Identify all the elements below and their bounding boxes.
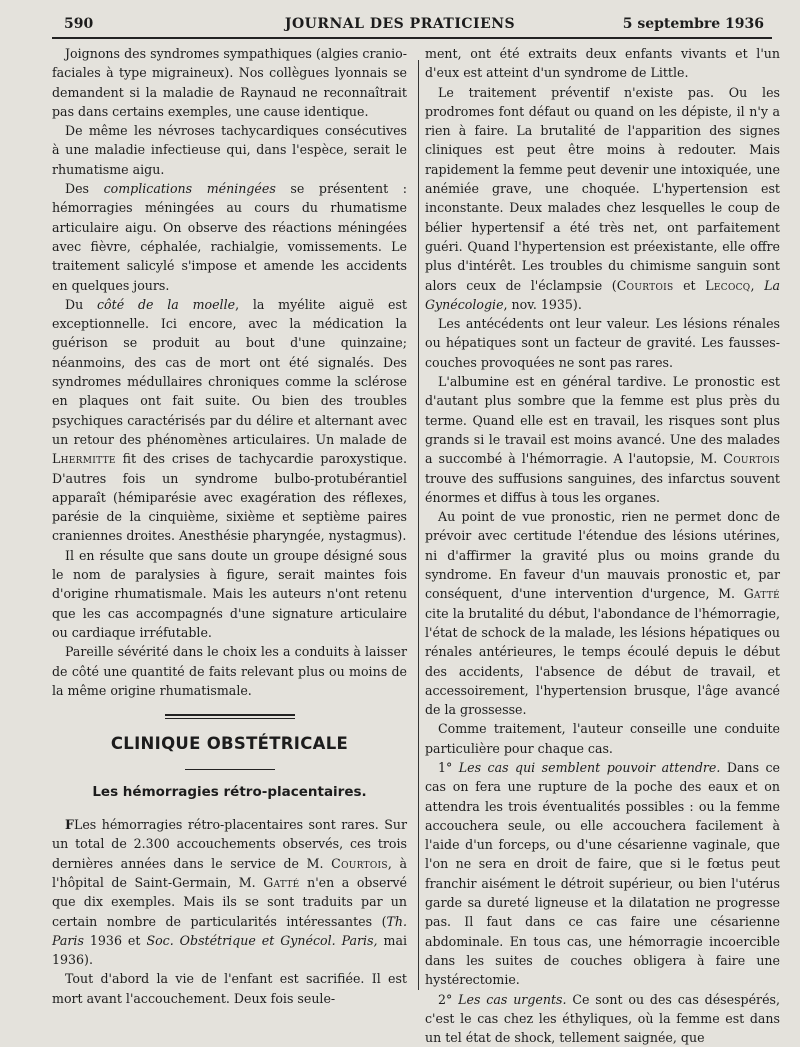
paragraph: FLes hémorragies rétro-placentaires sont rares. Sur un total de 2.300 accouchements observés, ces trois dernières années dans le service de M. Courtois, à l'hôpital de Saint-Germain, M. Gatté n'en a observé que dix exemples. Mais ils se sont traduits par un certain nombre de particularités intéressantes (Th. Paris 1936 et Soc. Obstétrique et Gynécol. Paris, mai 1936). xyxy=(52,817,408,968)
paragraph: Les antécédents ont leur valeur. Les lésions rénales ou hépatiques sont un facteur de gravité. Les fausses-couches provoquées ne sont pas rares. xyxy=(425,316,780,370)
header-rule xyxy=(52,37,772,39)
paragraph: Au point de vue pronostic, rien ne permet donc de prévoir avec certitude l'étendue des lésions utérines, ni d'affirmer la gravité plus ou moins grande du syndrome. En faveur d'un mauvais pronostic et, par conséquent, d'une intervention d'urgence, M. Gatté cite la brutalité du début, l'abondance de l'hémorragie, l'état de schock de la malade, les lésions hépatiques ou rénales antérieures, le temps écoulé depuis le début des accidents, l'absence de début de travail, et accessoirement, l'hypertension brusque, l'âge avancé de la grossesse. xyxy=(425,509,780,718)
paragraph: 2° Les cas urgents. Ce sont ou des cas désespérés, c'est le cas chez les éthyliques, où la femme est dans un tel état de shock, tellement saignée, que xyxy=(425,991,780,1046)
column-divider xyxy=(418,60,419,990)
left-column xyxy=(52,44,407,1008)
paragraph: Le traitement préventif n'existe pas. Ou les prodromes font défaut ou quand on les dépiste, il n'y a rien à faire. La brutalité de l'apparition des signes cliniques est peut être moins à redouter. Mais rapidement la femme peut devenir une intoxiquée, une anémiée grave, une choquée. L'hypertension est inconstante. Deux malades chez lesquelles le coup de bélier hypertensif a été très net, ont parfaitement guéri. Quand l'hypertension est préexistante, elle offre plus d'intérêt. Les troubles du chimisme sanguin sont alors ceux de l'éclampsie (Courtois et Lecocq, La Gynécologie, nov. 1935). xyxy=(425,84,780,312)
section-title: CLINIQUE OBSTÉTRICALE xyxy=(110,734,349,754)
paragraph: Tout d'abord la vie de l'enfant est sacrifiée. Il est mort avant l'accouchement. Deux fois seule- xyxy=(52,971,407,1006)
paragraph: Joignons des syndromes sympathiques (algies cranio-faciales à type migraineux). Nos collègues lyonnais se demandent si la maladie de Raynaud ne reconnaîtrait pas dans certains exemples, une cause identique. xyxy=(52,46,407,119)
article-title: Les hémorragies rétro-placentaires. xyxy=(92,784,367,801)
paragraph: ment, ont été extraits deux enfants vivants et l'un d'eux est atteint d'un syndrome de Little. xyxy=(425,46,780,81)
paragraph: Comme traitement, l'auteur conseille une conduite particulière pour chaque cas. xyxy=(425,721,780,756)
page-number: 590 xyxy=(64,16,94,32)
paragraph: L'albumine est en général tardive. Le pronostic est d'autant plus sombre que la femme est plus près du terme. Quand elle est en travail, les risques sont plus grands si le travail est moins avancé. Une des malades a succombé à l'hémorragie. A l'autopsie, M. Courtois trouve des suffusions sanguines, des infarctus souvent énormes et diffus à tous les organes. xyxy=(425,374,780,505)
title-rule xyxy=(185,769,275,770)
section-ornament-rule xyxy=(165,714,295,719)
page-header xyxy=(0,0,800,40)
journal-title: JOURNAL DES PRATICIENS xyxy=(284,16,516,32)
paragraph: Il en résulte que sans doute un groupe désigné sous le nom de paralysies à figure, serait maintes fois d'origine rhumatismale. Mais les auteurs n'ont retenu que les cas accompagnés d'une signature articulaire ou cardiaque irréfutable. xyxy=(52,547,407,640)
drop-mark: F xyxy=(65,817,74,833)
paragraph: De même les névroses tachycardiques consécutives à une maladie infectieuse qui, dans l'espèce, serait le rhumatisme aigu. xyxy=(52,123,407,177)
issue-date: 5 septembre 1936 xyxy=(622,16,764,32)
right-column xyxy=(425,44,780,1047)
paragraph: Du côté de la moelle, la myélite aiguë est exceptionnelle. Ici encore, avec la médication la guérison se produit au bout d'une quinzaine; néanmoins, des cas de mort ont été signalés. Des syndromes médullaires chroniques comme la sclérose en plaques ont fait suite. Ou bien des troubles psychiques caractérisés par du délire et alternant avec un retour des phénomènes articulaires. Un malade de Lhermitte fit des crises de tachycardie paroxystique. D'autres fois un syndrome bulbo-protubérantiel apparaît (hémiparésie avec exagération des réflexes, parésie de la cinquième, sixième et septième paires craniennes droites. Anesthésie pharyngée, nystagmus). xyxy=(52,296,407,544)
paragraph: Des complications méningées se présentent : hémorragies méningées au cours du rhumatisme articulaire aigu. On observe des réactions méningées avec fièvre, céphalée, rachialgie, vomissements. Le traitement salicylé s'impose et amende les accidents en quelques jours. xyxy=(52,181,407,293)
paragraph: Pareille sévérité dans le choix les a conduits à laisser de côté une quantité de faits relevant plus ou moins de la même origine rhumatismale. xyxy=(52,644,407,698)
paragraph: 1° Les cas qui semblent pouvoir attendre. Dans ce cas on fera une rupture de la poche des eaux et on attendra les trois éventualités possibles : ou la femme accouchera seule, ou elle accouchera facilement à l'aide d'un forceps, ou d'une césarienne vaginale, que l'on ne sera en droit de faire, que si le fœtus peut franchir aisément le détroit supérieur, ou bien l'utérus garde sa dureté ligneuse et la dilatation ne progresse pas. Il faut dans ce cas faire une césarienne abdominale. En tous cas, une hémorragie incoercible dans les suites de couches obligera à faire une hystérectomie. xyxy=(425,759,780,988)
